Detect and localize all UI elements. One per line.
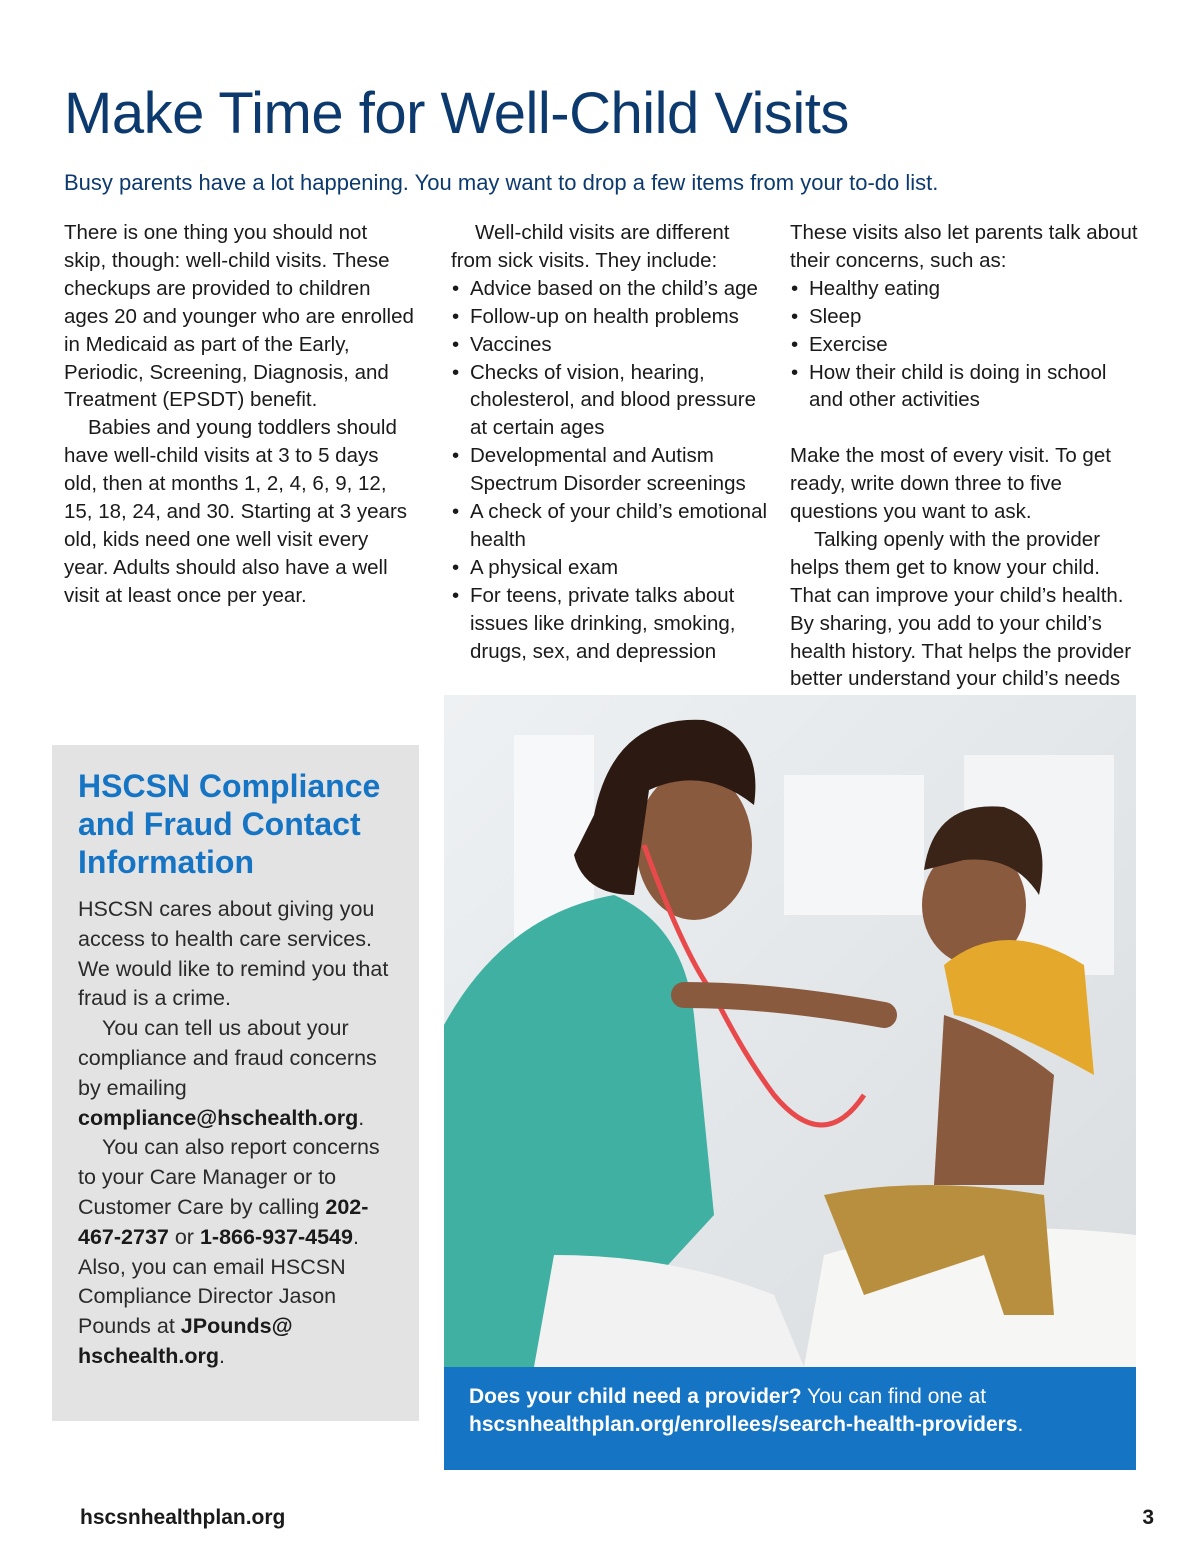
sidebar-paragraph-3 <box>78 1133 399 1371</box>
col3-intro: These visits also let parents talk about their concerns, such as: <box>790 221 1138 272</box>
list-item: • A check of your child’s emotional health <box>451 498 771 554</box>
phone-number-tollfree[interactable]: 1-866-937-4549 <box>199 1224 353 1249</box>
list-item: • Sleep <box>790 303 1140 331</box>
sidebar-heading: HSCSN Compliance and Fraud Contact Information <box>78 768 381 880</box>
list-item: • Checks of vision, hearing, cholesterol, and blood pressure at certain ages <box>451 359 771 443</box>
list-item: • Developmental and Autism Spectrum Disorder screenings <box>451 442 771 498</box>
page-number: 3 <box>1142 1506 1154 1529</box>
sidebar-text: . <box>218 1343 225 1368</box>
sidebar-text: . Also, you can email HSCSN Compliance Director Jason Pounds at <box>78 1224 359 1339</box>
sidebar-paragraph-2 <box>78 1014 399 1133</box>
footer-url[interactable]: hscsnhealthplan.org <box>80 1506 286 1529</box>
list-item: • Exercise <box>790 331 1140 359</box>
col3-paragraph-1: Make the most of every visit. To get ready, write down three to five questions you want to ask. <box>790 444 1111 524</box>
banner-question: Does your child need a provider? <box>469 1385 802 1408</box>
phone-number-local[interactable]: 202-467-2737 <box>78 1194 369 1249</box>
list-item: • Vaccines <box>451 331 771 359</box>
subtitle: Busy parents have a lot happening. You may want to drop a few items from your to-do list. <box>64 170 939 195</box>
window <box>784 775 924 915</box>
nurse-child-photo <box>444 695 1136 1367</box>
parent-concerns-list <box>790 275 1140 415</box>
column-3 <box>790 219 1140 693</box>
list-item: • Advice based on the child’s age <box>451 275 771 303</box>
col2-intro: Well-child visits are different from sick visits. They include: <box>451 221 730 272</box>
compliance-email-link[interactable]: compliance@hschealth.org <box>78 1105 359 1130</box>
list-item: • How their child is doing in school and other activities <box>790 359 1140 415</box>
banner-text: . <box>1017 1413 1024 1436</box>
col1-paragraph-2: Babies and young toddlers should have well-child visits at 3 to 5 days old, then at months 1, 2, 4, 6, 9, 12, 15, 18, 24, and 30. Starting at 3 years old, kids need one well visit every year. Adults should also have a well visit at least once per year. <box>64 416 408 607</box>
column-2 <box>451 219 771 666</box>
list-item: • Healthy eating <box>790 275 1140 303</box>
list-item: • Follow-up on health problems <box>451 303 771 331</box>
sidebar-text: You can also report concerns to your Care Manager or to Customer Care by calling <box>78 1135 380 1219</box>
page-title: Make Time for Well-Child Visits <box>64 81 849 146</box>
list-item: • A physical exam <box>451 554 771 582</box>
banner-text: You can find one at <box>801 1385 987 1408</box>
photo-illustration <box>444 695 1136 1367</box>
col1-paragraph-1: There is one thing you should not skip, though: well-child visits. These checkups are provided to children ages 20 and younger who are enrolled in Medicaid as part of the Early, Periodic, Screening, Diagnosis, and Treatment (EPSDT) benefit. <box>64 221 414 412</box>
nurse-face <box>636 770 752 920</box>
sidebar-paragraph-1: HSCSN cares about giving you access to health care services. We would like to remind you that fraud is a crime. <box>78 897 389 1011</box>
provider-search-link[interactable]: hscsnhealthplan.org/enrollees/search-health-providers <box>469 1413 1018 1436</box>
compliance-sidebar <box>52 745 419 1421</box>
col3-paragraph-2: Talking openly with the provider helps them get to know your child. That can improve your child’s health. By sharing, you add to your child’s health history. That helps the provider better understand your child’s needs <box>790 527 1132 691</box>
visit-includes-list <box>451 275 771 666</box>
sidebar-text: . <box>358 1105 365 1130</box>
column-1 <box>64 219 414 610</box>
list-item: • For teens, private talks about issues like drinking, smoking, drugs, sex, and depression <box>451 582 771 666</box>
sidebar-text: You can tell us about your compliance and fraud concerns by emailing <box>78 1016 377 1100</box>
find-provider-banner <box>444 1367 1136 1470</box>
director-email-link[interactable]: JPounds@ hschealth.org <box>78 1314 293 1368</box>
sidebar-text: or <box>168 1224 200 1249</box>
